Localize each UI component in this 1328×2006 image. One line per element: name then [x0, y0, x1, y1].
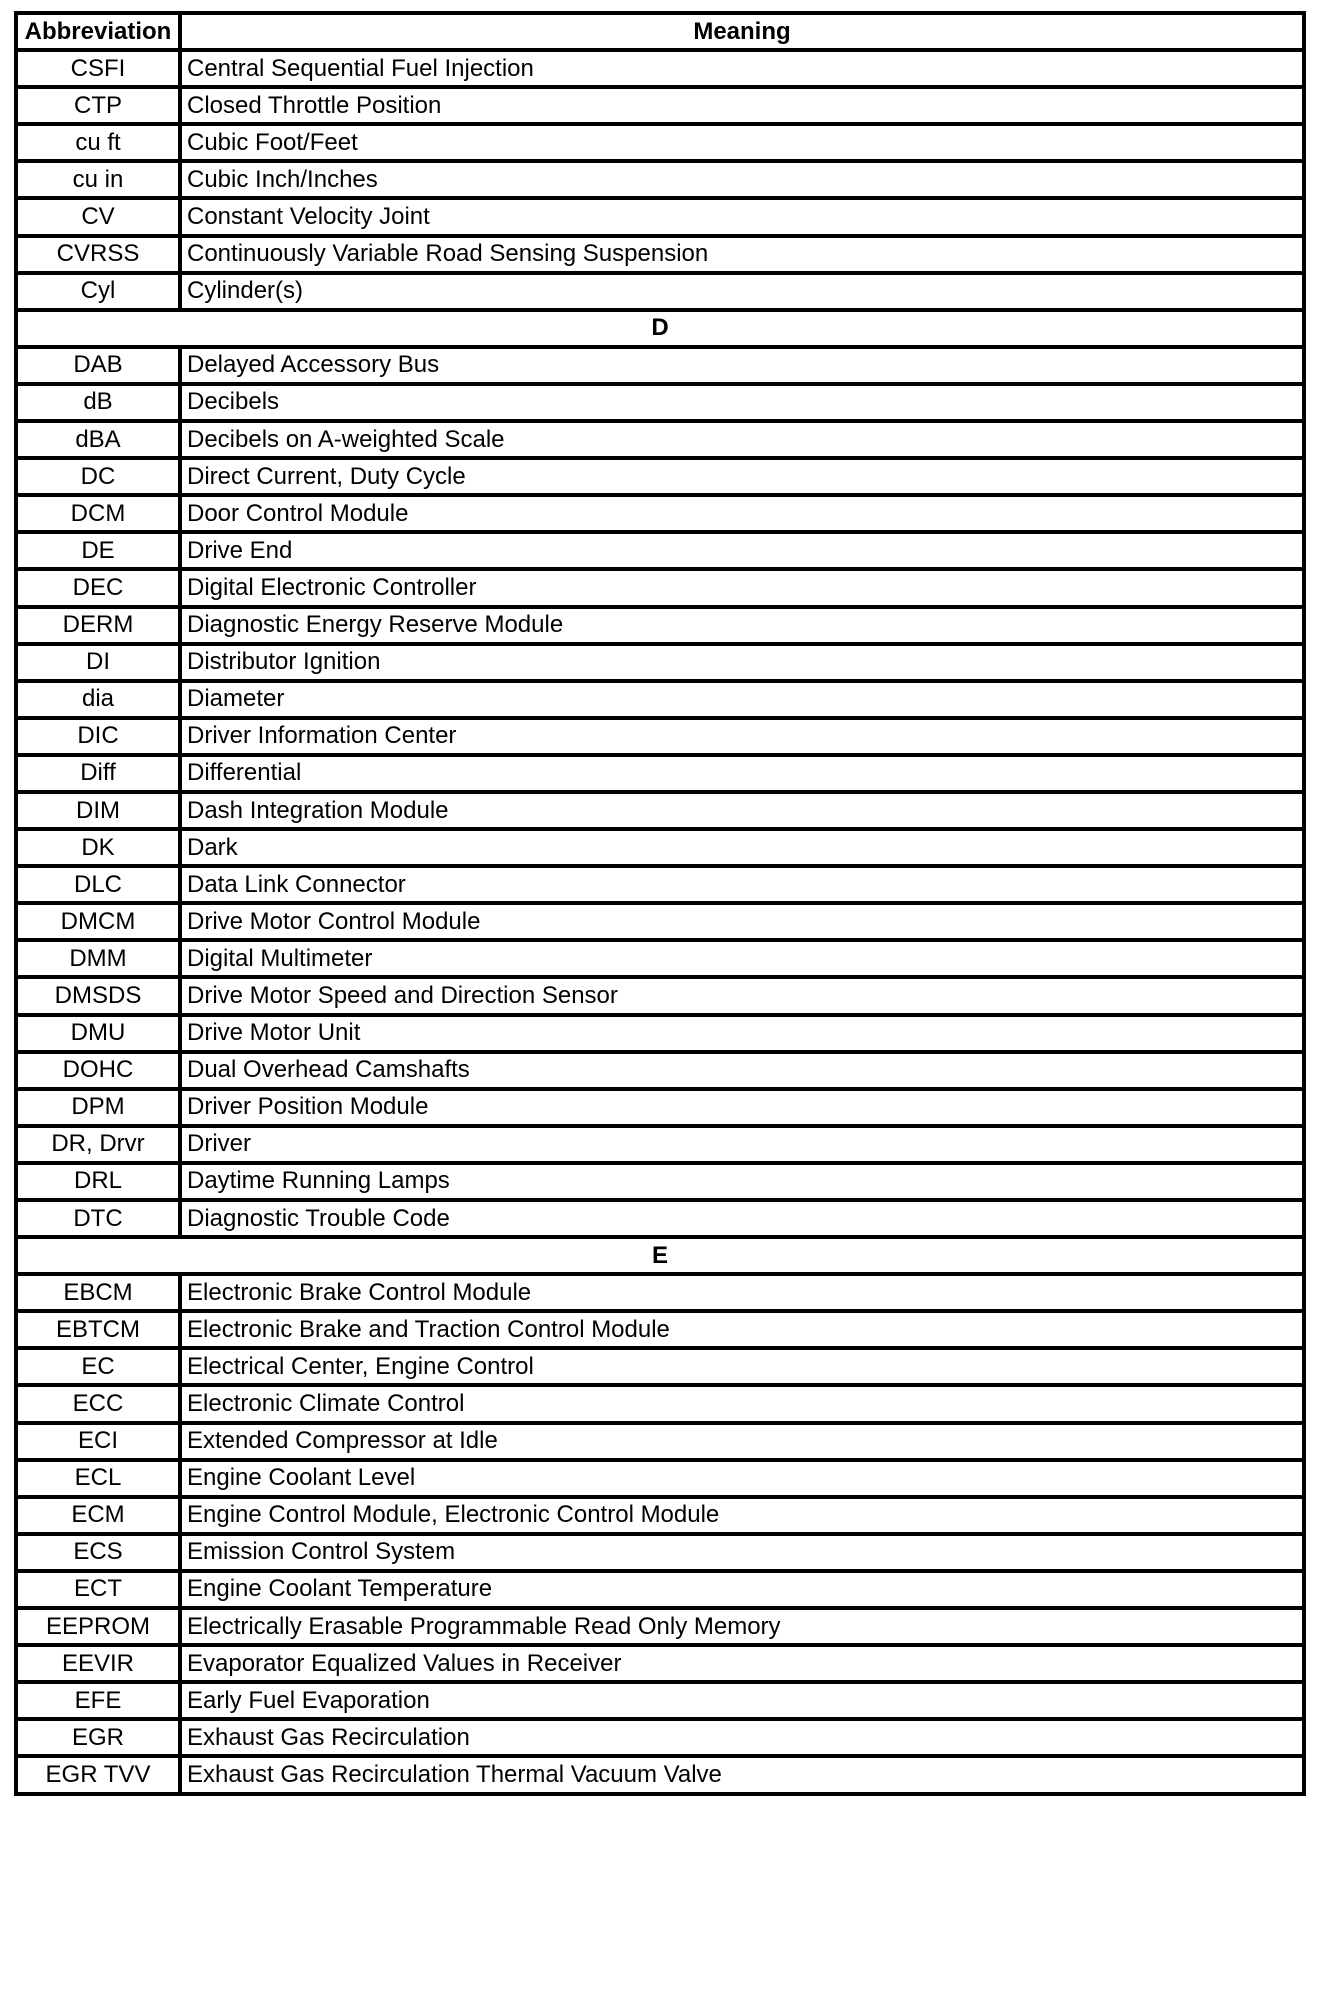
abbreviation-cell: EGR TVV — [16, 1756, 180, 1793]
table-row — [16, 1163, 1304, 1200]
abbreviation-column-header: Abbreviation — [16, 13, 180, 50]
meaning-cell: Daytime Running Lamps — [180, 1163, 1304, 1200]
abbreviation-cell: EFE — [16, 1682, 180, 1719]
meaning-cell: Drive End — [180, 532, 1304, 569]
meaning-cell: Exhaust Gas Recirculation Thermal Vacuum Valve — [180, 1756, 1304, 1793]
table-row — [16, 607, 1304, 644]
meaning-cell: Differential — [180, 755, 1304, 792]
table-row — [16, 1719, 1304, 1756]
table-body — [16, 50, 1304, 1793]
table-row — [16, 903, 1304, 940]
abbreviation-cell: DPM — [16, 1089, 180, 1126]
meaning-cell: Distributor Ignition — [180, 644, 1304, 681]
section-header-row — [16, 310, 1304, 347]
table-row — [16, 829, 1304, 866]
meaning-cell: Closed Throttle Position — [180, 87, 1304, 124]
abbreviation-cell: ECS — [16, 1534, 180, 1571]
abbreviation-cell: DEC — [16, 569, 180, 606]
abbreviation-cell: dB — [16, 384, 180, 421]
table-row — [16, 940, 1304, 977]
table-row — [16, 1534, 1304, 1571]
meaning-cell: Digital Electronic Controller — [180, 569, 1304, 606]
abbreviation-cell: ECL — [16, 1460, 180, 1497]
table-row — [16, 532, 1304, 569]
meaning-cell: Digital Multimeter — [180, 940, 1304, 977]
section-header-row — [16, 1237, 1304, 1274]
abbreviation-cell: DK — [16, 829, 180, 866]
abbreviation-cell: EGR — [16, 1719, 180, 1756]
abbreviation-cell: EEPROM — [16, 1608, 180, 1645]
meaning-cell: Electronic Climate Control — [180, 1385, 1304, 1422]
meaning-cell: Delayed Accessory Bus — [180, 347, 1304, 384]
table-row — [16, 1423, 1304, 1460]
meaning-cell: Early Fuel Evaporation — [180, 1682, 1304, 1719]
abbreviation-cell: DE — [16, 532, 180, 569]
abbreviation-cell: DIC — [16, 718, 180, 755]
abbreviation-cell: DTC — [16, 1200, 180, 1237]
meaning-cell: Dual Overhead Camshafts — [180, 1052, 1304, 1089]
abbreviation-cell: DCM — [16, 495, 180, 532]
table-row — [16, 347, 1304, 384]
meaning-cell: Central Sequential Fuel Injection — [180, 50, 1304, 87]
abbreviation-cell: DR, Drvr — [16, 1126, 180, 1163]
meaning-cell: Engine Control Module, Electronic Control Module — [180, 1497, 1304, 1534]
table-row — [16, 50, 1304, 87]
table-row — [16, 1571, 1304, 1608]
table-row — [16, 1126, 1304, 1163]
meaning-cell: Emission Control System — [180, 1534, 1304, 1571]
meaning-cell: Decibels on A-weighted Scale — [180, 421, 1304, 458]
table-row — [16, 495, 1304, 532]
meaning-cell: Dash Integration Module — [180, 792, 1304, 829]
abbreviation-cell: CV — [16, 198, 180, 235]
abbreviation-cell: DAB — [16, 347, 180, 384]
meaning-cell: Continuously Variable Road Sensing Suspension — [180, 236, 1304, 273]
meaning-cell: Door Control Module — [180, 495, 1304, 532]
abbreviation-cell: DIM — [16, 792, 180, 829]
section-letter: E — [16, 1237, 1304, 1274]
meaning-cell: Diameter — [180, 681, 1304, 718]
section-letter: D — [16, 310, 1304, 347]
abbreviation-cell: ECT — [16, 1571, 180, 1608]
table-row — [16, 384, 1304, 421]
meaning-cell: Drive Motor Control Module — [180, 903, 1304, 940]
abbreviation-cell: DMCM — [16, 903, 180, 940]
abbreviation-cell: DRL — [16, 1163, 180, 1200]
abbreviation-cell: DMU — [16, 1015, 180, 1052]
abbreviation-cell: EEVIR — [16, 1645, 180, 1682]
table-row — [16, 1645, 1304, 1682]
meaning-cell: Direct Current, Duty Cycle — [180, 458, 1304, 495]
abbreviation-cell: dBA — [16, 421, 180, 458]
table-row — [16, 1311, 1304, 1348]
table-row — [16, 977, 1304, 1014]
abbreviation-cell: DI — [16, 644, 180, 681]
table-row — [16, 198, 1304, 235]
table-row — [16, 1200, 1304, 1237]
table-row — [16, 273, 1304, 310]
table-row — [16, 1348, 1304, 1385]
table-row — [16, 236, 1304, 273]
meaning-cell: Cylinder(s) — [180, 273, 1304, 310]
abbreviation-cell: ECI — [16, 1423, 180, 1460]
table-row — [16, 458, 1304, 495]
abbreviation-cell: DMSDS — [16, 977, 180, 1014]
table-row — [16, 792, 1304, 829]
abbreviation-cell: CSFI — [16, 50, 180, 87]
abbreviation-cell: DLC — [16, 866, 180, 903]
table-row — [16, 1497, 1304, 1534]
table-row — [16, 1756, 1304, 1793]
meaning-cell: Electronic Brake Control Module — [180, 1274, 1304, 1311]
meaning-cell: Drive Motor Speed and Direction Sensor — [180, 977, 1304, 1014]
table-row — [16, 569, 1304, 606]
meaning-cell: Electrically Erasable Programmable Read Only Memory — [180, 1608, 1304, 1645]
abbreviation-cell: DMM — [16, 940, 180, 977]
table-row — [16, 755, 1304, 792]
abbreviation-cell: Diff — [16, 755, 180, 792]
abbreviation-cell: cu ft — [16, 124, 180, 161]
meaning-cell: Cubic Inch/Inches — [180, 161, 1304, 198]
abbreviation-table — [14, 11, 1306, 1796]
table-header-row — [16, 13, 1304, 50]
table-row — [16, 718, 1304, 755]
table-row — [16, 1460, 1304, 1497]
table-row — [16, 87, 1304, 124]
meaning-cell: Diagnostic Trouble Code — [180, 1200, 1304, 1237]
meaning-cell: Cubic Foot/Feet — [180, 124, 1304, 161]
abbreviation-cell: cu in — [16, 161, 180, 198]
meaning-cell: Data Link Connector — [180, 866, 1304, 903]
table-row — [16, 681, 1304, 718]
meaning-column-header: Meaning — [180, 13, 1304, 50]
meaning-cell: Diagnostic Energy Reserve Module — [180, 607, 1304, 644]
table-row — [16, 1274, 1304, 1311]
meaning-cell: Exhaust Gas Recirculation — [180, 1719, 1304, 1756]
abbreviation-cell: DERM — [16, 607, 180, 644]
table-row — [16, 1682, 1304, 1719]
abbreviation-cell: ECM — [16, 1497, 180, 1534]
table-row — [16, 866, 1304, 903]
abbreviation-cell: Cyl — [16, 273, 180, 310]
abbreviation-cell: ECC — [16, 1385, 180, 1422]
meaning-cell: Dark — [180, 829, 1304, 866]
abbreviation-cell: dia — [16, 681, 180, 718]
table-row — [16, 421, 1304, 458]
table-row — [16, 1052, 1304, 1089]
meaning-cell: Drive Motor Unit — [180, 1015, 1304, 1052]
table-row — [16, 124, 1304, 161]
meaning-cell: Engine Coolant Level — [180, 1460, 1304, 1497]
abbreviation-cell: DC — [16, 458, 180, 495]
table-row — [16, 1385, 1304, 1422]
meaning-cell: Driver — [180, 1126, 1304, 1163]
table-row — [16, 1089, 1304, 1126]
meaning-cell: Driver Position Module — [180, 1089, 1304, 1126]
abbreviation-cell: EBCM — [16, 1274, 180, 1311]
meaning-cell: Driver Information Center — [180, 718, 1304, 755]
meaning-cell: Electrical Center, Engine Control — [180, 1348, 1304, 1385]
meaning-cell: Engine Coolant Temperature — [180, 1571, 1304, 1608]
meaning-cell: Evaporator Equalized Values in Receiver — [180, 1645, 1304, 1682]
meaning-cell: Extended Compressor at Idle — [180, 1423, 1304, 1460]
abbreviation-cell: EC — [16, 1348, 180, 1385]
table-row — [16, 644, 1304, 681]
meaning-cell: Decibels — [180, 384, 1304, 421]
abbreviation-cell: DOHC — [16, 1052, 180, 1089]
meaning-cell: Constant Velocity Joint — [180, 198, 1304, 235]
table-row — [16, 1015, 1304, 1052]
table-row — [16, 1608, 1304, 1645]
abbreviation-cell: EBTCM — [16, 1311, 180, 1348]
abbreviation-cell: CVRSS — [16, 236, 180, 273]
table-row — [16, 161, 1304, 198]
meaning-cell: Electronic Brake and Traction Control Module — [180, 1311, 1304, 1348]
abbreviation-cell: CTP — [16, 87, 180, 124]
